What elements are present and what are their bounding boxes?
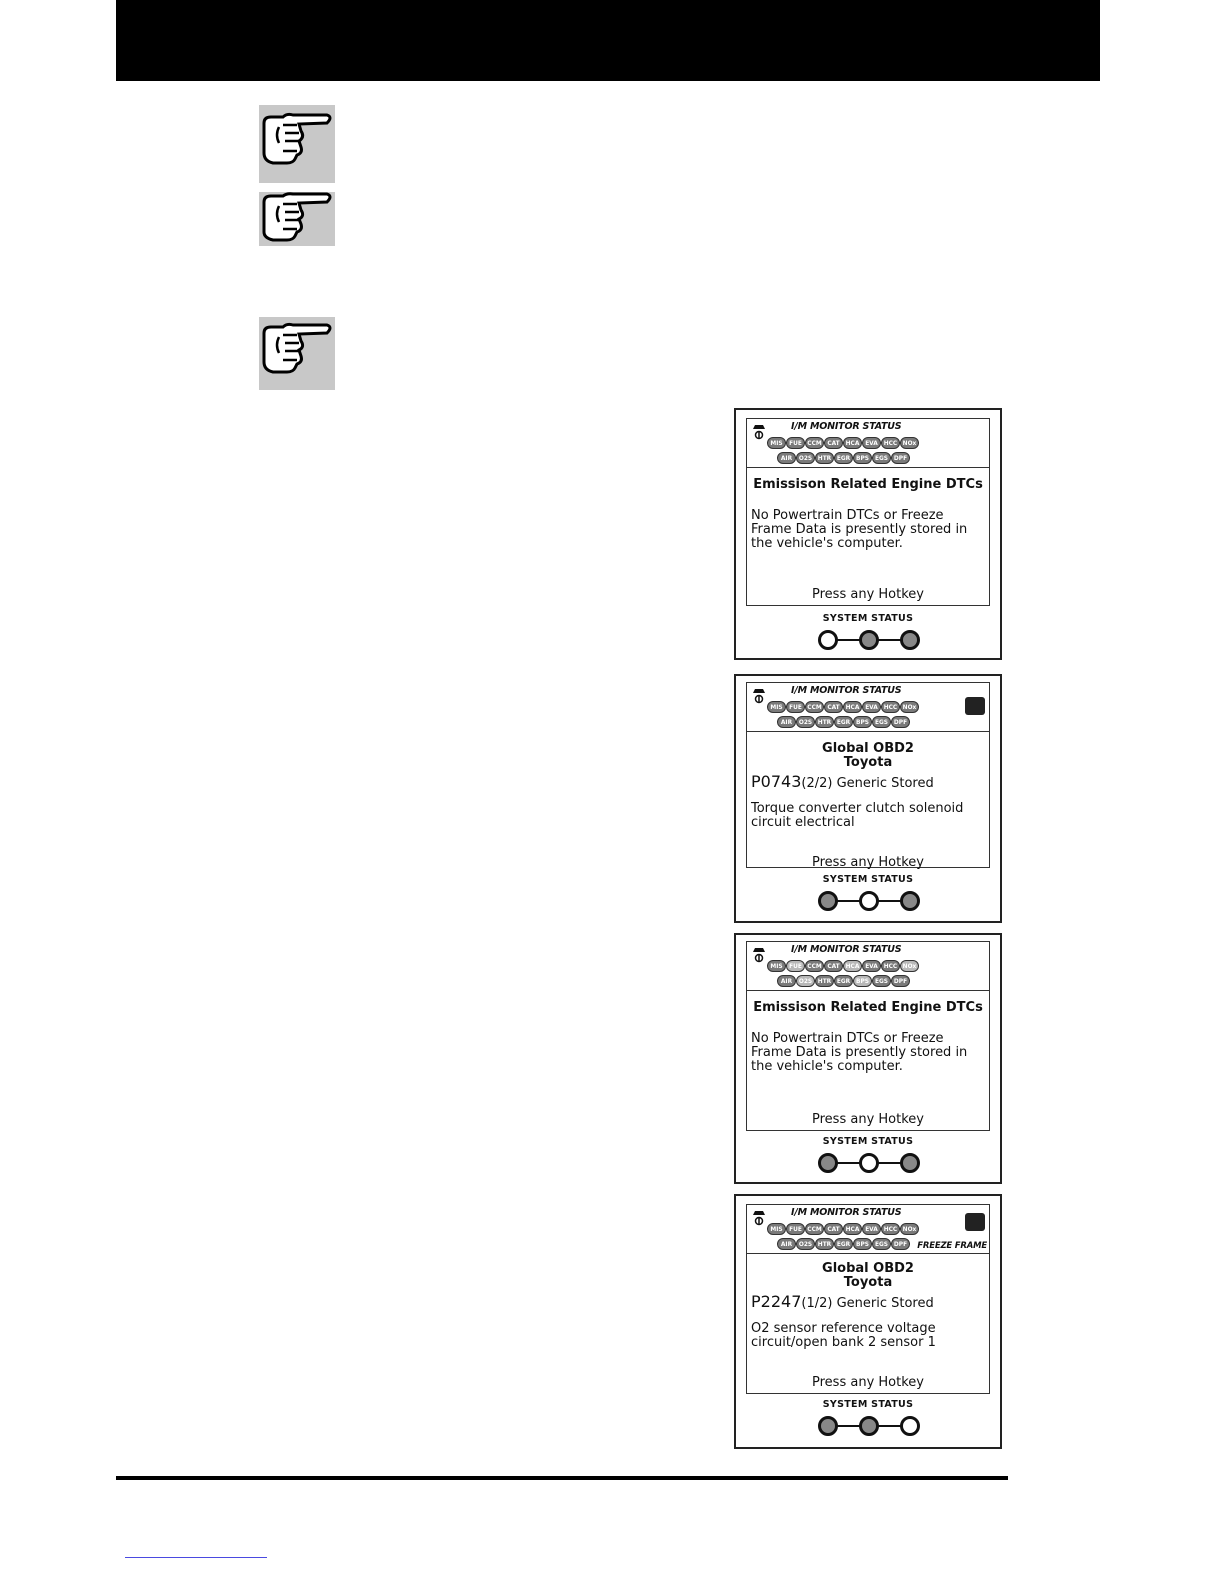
monitor-indicator: FUE (786, 1223, 805, 1235)
monitor-indicator: EGR (834, 975, 853, 987)
system-status-label: SYSTEM STATUS (822, 1136, 914, 1147)
monitor-indicator: MIS (767, 701, 786, 713)
monitor-status-panel (747, 683, 989, 732)
screen-message: No Powertrain DTCs or Freeze Frame Data is presently stored in the vehicle's computer. (751, 508, 968, 551)
scanner-screen-2 (734, 674, 1002, 923)
monitor-indicator: HCC (881, 437, 900, 449)
monitor-indicator: HCC (881, 960, 900, 972)
monitor-indicator: DPF (891, 975, 910, 987)
status-led (818, 891, 838, 911)
monitor-indicator: DPF (891, 452, 910, 464)
monitor-indicator: BPS (853, 716, 872, 728)
monitor-indicator: HCA (843, 701, 862, 713)
scanner-screen-4 (734, 1194, 1002, 1449)
scanner-screen-1 (734, 408, 1002, 660)
freeze-frame-label: FREEZE FRAME (917, 1241, 987, 1251)
pointing-hand-icon (259, 105, 335, 183)
hotkey-prompt: Press any Hotkey (812, 1112, 924, 1127)
monitor-indicator: MIS (767, 437, 786, 449)
hotkey-prompt: Press any Hotkey (812, 587, 924, 602)
monitor-indicator: EGR (834, 1238, 853, 1250)
monitor-indicator: AIR (777, 1238, 796, 1250)
dtc-line (751, 772, 985, 791)
system-status-label: SYSTEM STATUS (822, 1399, 914, 1410)
vehicle-icon (751, 686, 767, 704)
monitor-indicator: CAT (824, 701, 843, 713)
monitor-row-2 (777, 452, 910, 464)
status-led (900, 1416, 920, 1436)
monitor-row-1 (767, 1223, 919, 1235)
monitor-indicator: FUE (786, 960, 805, 972)
monitor-indicator: EGR (834, 716, 853, 728)
pointing-hand-icon (259, 317, 335, 390)
mil-engine-icon (965, 697, 985, 715)
monitor-row-2 (777, 1238, 910, 1250)
monitor-status-panel (747, 942, 989, 991)
scanner-screen-3 (734, 933, 1002, 1184)
monitor-indicator: CAT (824, 960, 843, 972)
vehicle-icon (751, 1208, 767, 1226)
dtc-status: (1/2) Generic Stored (801, 1296, 934, 1311)
screen-subtitle: Toyota (843, 755, 893, 770)
monitor-indicator: AIR (777, 975, 796, 987)
monitor-indicator: EGS (872, 716, 891, 728)
monitor-indicator: HTR (815, 716, 834, 728)
system-status-label: SYSTEM STATUS (822, 874, 914, 885)
monitor-indicator: O2S (796, 716, 815, 728)
dtc-status: (2/2) Generic Stored (801, 776, 934, 791)
monitor-row-2 (777, 716, 910, 728)
monitor-status-title: I/M MONITOR STATUS (791, 685, 902, 696)
monitor-status-panel (747, 419, 989, 468)
monitor-indicator: NOx (900, 701, 919, 713)
note-icon-2 (259, 192, 335, 246)
system-status-leds (818, 890, 920, 912)
monitor-indicator: EGS (872, 975, 891, 987)
monitor-indicator: AIR (777, 452, 796, 464)
note-icon-3 (259, 317, 335, 390)
monitor-indicator: O2S (796, 975, 815, 987)
system-status-leds (818, 1152, 920, 1174)
monitor-indicator: O2S (796, 1238, 815, 1250)
monitor-status-title: I/M MONITOR STATUS (791, 1207, 902, 1218)
note-icon-1 (259, 105, 335, 183)
status-led (900, 630, 920, 650)
system-status-leds (818, 1415, 920, 1437)
status-led (900, 891, 920, 911)
pointing-hand-icon (259, 192, 335, 246)
monitor-indicator: CCM (805, 437, 824, 449)
page-header-bar (116, 0, 1100, 81)
lcd-display (746, 682, 990, 868)
monitor-indicator: BPS (853, 1238, 872, 1250)
monitor-indicator: MIS (767, 1223, 786, 1235)
system-status-label: SYSTEM STATUS (822, 613, 914, 624)
monitor-indicator: HCA (843, 960, 862, 972)
dtc-code: P2247 (751, 1292, 802, 1311)
lcd-display (746, 941, 990, 1131)
monitor-indicator: AIR (777, 716, 796, 728)
monitor-row-2 (777, 975, 910, 987)
status-led (859, 1153, 879, 1173)
dtc-description: O2 sensor reference voltage circuit/open bank 2 sensor 1 (751, 1321, 936, 1350)
monitor-indicator: EGR (834, 452, 853, 464)
monitor-indicator: EVA (862, 701, 881, 713)
monitor-row-1 (767, 437, 919, 449)
dtc-line (751, 1292, 985, 1311)
monitor-indicator: BPS (853, 452, 872, 464)
monitor-status-panel (747, 1205, 989, 1254)
hotkey-prompt: Press any Hotkey (812, 855, 924, 870)
monitor-status-title: I/M MONITOR STATUS (791, 944, 902, 955)
monitor-status-title: I/M MONITOR STATUS (791, 421, 902, 432)
status-led (818, 630, 838, 650)
monitor-row-1 (767, 960, 919, 972)
monitor-row-1 (767, 701, 919, 713)
status-led (859, 630, 879, 650)
status-led (818, 1153, 838, 1173)
status-led (900, 1153, 920, 1173)
screen-subtitle: Toyota (843, 1275, 893, 1290)
monitor-indicator: HCA (843, 437, 862, 449)
monitor-indicator: HCA (843, 1223, 862, 1235)
vehicle-icon (751, 422, 767, 440)
monitor-indicator: O2S (796, 452, 815, 464)
monitor-indicator: CAT (824, 437, 843, 449)
mil-engine-icon (965, 1213, 985, 1231)
monitor-indicator: CAT (824, 1223, 843, 1235)
screen-message: No Powertrain DTCs or Freeze Frame Data is presently stored in the vehicle's computer. (751, 1031, 968, 1074)
monitor-indicator: EGS (872, 452, 891, 464)
screen-title: Emissison Related Engine DTCs (753, 477, 983, 492)
monitor-indicator: EVA (862, 1223, 881, 1235)
dtc-code: P0743 (751, 772, 802, 791)
screen-title: Global OBD2 (822, 1261, 914, 1276)
vehicle-icon (751, 945, 767, 963)
status-led (859, 891, 879, 911)
monitor-indicator: DPF (891, 1238, 910, 1250)
system-status-leds (818, 629, 920, 651)
monitor-indicator: HTR (815, 452, 834, 464)
monitor-indicator: FUE (786, 701, 805, 713)
monitor-indicator: CCM (805, 1223, 824, 1235)
screen-title: Emissison Related Engine DTCs (753, 1000, 983, 1015)
lcd-display (746, 1204, 990, 1394)
monitor-indicator: NOx (900, 1223, 919, 1235)
lcd-display (746, 418, 990, 606)
status-led (859, 1416, 879, 1436)
screen-title: Global OBD2 (822, 741, 914, 756)
monitor-indicator: CCM (805, 701, 824, 713)
monitor-indicator: NOx (900, 960, 919, 972)
monitor-indicator: DPF (891, 716, 910, 728)
footer-link-underline[interactable] (125, 1557, 267, 1558)
monitor-indicator: EVA (862, 960, 881, 972)
monitor-indicator: HTR (815, 975, 834, 987)
monitor-indicator: FUE (786, 437, 805, 449)
monitor-indicator: MIS (767, 960, 786, 972)
monitor-indicator: HTR (815, 1238, 834, 1250)
monitor-indicator: BPS (853, 975, 872, 987)
footer-rule (116, 1476, 1008, 1480)
dtc-description: Torque converter clutch solenoid circuit electrical (751, 801, 964, 830)
monitor-indicator: EVA (862, 437, 881, 449)
monitor-indicator: HCC (881, 701, 900, 713)
hotkey-prompt: Press any Hotkey (812, 1375, 924, 1390)
monitor-indicator: NOx (900, 437, 919, 449)
monitor-indicator: EGS (872, 1238, 891, 1250)
monitor-indicator: CCM (805, 960, 824, 972)
status-led (818, 1416, 838, 1436)
monitor-indicator: HCC (881, 1223, 900, 1235)
